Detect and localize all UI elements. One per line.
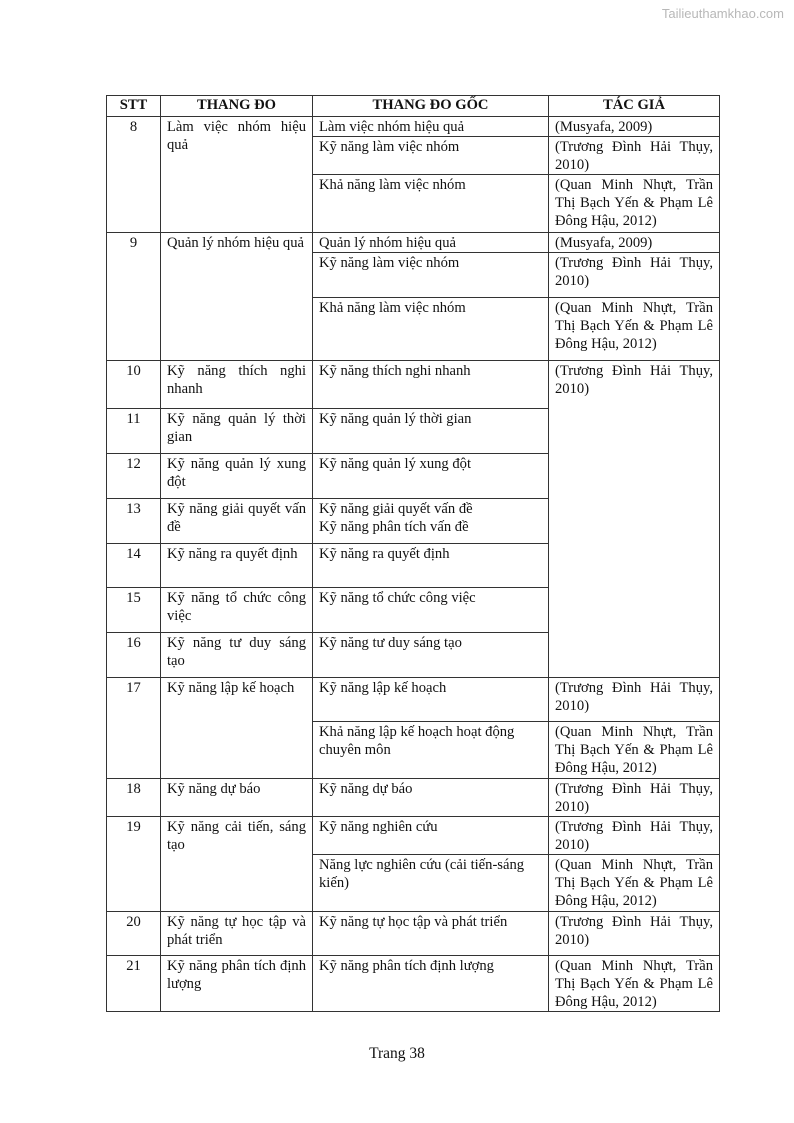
thang-do-goc-cell: Năng lực nghiên cứu (cải tiến-sáng kiến): [313, 855, 549, 912]
stt-cell: 10: [107, 361, 161, 409]
tac-gia-cell: (Trương Đình Hải Thụy, 2010): [549, 253, 720, 298]
stt-cell: 9: [107, 233, 161, 361]
tac-gia-cell: (Quan Minh Nhựt, Trần Thị Bạch Yến & Phạm Lê Đông Hậu, 2012): [549, 855, 720, 912]
tac-gia-cell: (Musyafa, 2009): [549, 233, 720, 253]
thang-do-cell: Kỹ năng tư duy sáng tạo: [161, 633, 313, 678]
thang-do-cell: Làm việc nhóm hiệu quả: [161, 117, 313, 233]
table-row: [107, 779, 720, 817]
stt-cell: 8: [107, 117, 161, 233]
tac-gia-cell: (Trương Đình Hải Thụy, 2010): [549, 817, 720, 855]
stt-cell: 18: [107, 779, 161, 817]
thang-do-cell: Kỹ năng tổ chức công việc: [161, 588, 313, 633]
stt-cell: 17: [107, 678, 161, 779]
thang-do-goc-cell: Kỹ năng giải quyết vấn đề Kỹ năng phân tích vấn đề: [313, 499, 549, 544]
thang-do-goc-cell: Khả năng lập kế hoạch hoạt động chuyên môn: [313, 722, 549, 779]
thang-do-goc-cell: Kỹ năng quản lý thời gian: [313, 409, 549, 454]
header-stt: STT: [107, 96, 161, 117]
tac-gia-cell: (Trương Đình Hải Thụy, 2010): [549, 912, 720, 956]
stt-cell: 20: [107, 912, 161, 956]
thang-do-cell: Kỹ năng giải quyết vấn đề: [161, 499, 313, 544]
thang-do-cell: Kỹ năng quản lý thời gian: [161, 409, 313, 454]
header-tac-gia: TÁC GIẢ: [549, 96, 720, 117]
thang-do-goc-cell: Kỹ năng nghiên cứu: [313, 817, 549, 855]
stt-cell: 15: [107, 588, 161, 633]
table-row: [107, 678, 720, 722]
table-row: [107, 912, 720, 956]
thang-do-goc-cell: Kỹ năng tự học tập và phát triển: [313, 912, 549, 956]
watermark: Tailieuthamkhao.com: [661, 6, 784, 21]
table-row: [107, 956, 720, 1012]
thang-do-goc-cell: Kỹ năng quản lý xung đột: [313, 454, 549, 499]
page-number: Trang 38: [369, 1045, 425, 1062]
thang-do-goc-cell: Quản lý nhóm hiệu quả: [313, 233, 549, 253]
stt-cell: 14: [107, 544, 161, 588]
table-header-row: [107, 96, 720, 117]
thang-do-cell: Kỹ năng tự học tập và phát triển: [161, 912, 313, 956]
thang-do-goc-cell: Kỹ năng tổ chức công việc: [313, 588, 549, 633]
scale-table: [106, 95, 720, 1012]
thang-do-goc-cell: Kỹ năng lập kế hoạch: [313, 678, 549, 722]
header-thang-do: THANG ĐO: [161, 96, 313, 117]
thang-do-cell: Kỹ năng ra quyết định: [161, 544, 313, 588]
thang-do-goc-cell: Kỹ năng ra quyết định: [313, 544, 549, 588]
tac-gia-cell: (Quan Minh Nhựt, Trần Thị Bạch Yến & Phạm Lê Đông Hậu, 2012): [549, 298, 720, 361]
thang-do-goc-cell: Kỹ năng tư duy sáng tạo: [313, 633, 549, 678]
thang-do-goc-cell: Kỹ năng làm việc nhóm: [313, 253, 549, 298]
table-row: [107, 233, 720, 253]
table-row: [107, 117, 720, 137]
tac-gia-cell: (Musyafa, 2009): [549, 117, 720, 137]
header-thang-do-goc: THANG ĐO GỐC: [313, 96, 549, 117]
stt-cell: 21: [107, 956, 161, 1012]
stt-cell: 13: [107, 499, 161, 544]
thang-do-cell: Kỹ năng dự báo: [161, 779, 313, 817]
thang-do-goc-cell: Kỹ năng phân tích định lượng: [313, 956, 549, 1012]
tac-gia-cell: (Trương Đình Hải Thụy, 2010): [549, 137, 720, 175]
thang-do-goc-cell: Kỹ năng thích nghi nhanh: [313, 361, 549, 409]
tac-gia-cell: (Quan Minh Nhựt, Trần Thị Bạch Yến & Phạm Lê Đông Hậu, 2012): [549, 175, 720, 233]
thang-do-goc-cell: Khả năng làm việc nhóm: [313, 298, 549, 361]
stt-cell: 12: [107, 454, 161, 499]
tac-gia-cell: (Trương Đình Hải Thụy, 2010): [549, 361, 720, 678]
table-row: [107, 361, 720, 409]
thang-do-cell: Kỹ năng phân tích định lượng: [161, 956, 313, 1012]
tac-gia-cell: (Quan Minh Nhựt, Trần Thị Bạch Yến & Phạm Lê Đông Hậu, 2012): [549, 956, 720, 1012]
thang-do-goc-cell: Làm việc nhóm hiệu quả: [313, 117, 549, 137]
thang-do-cell: Kỹ năng quản lý xung đột: [161, 454, 313, 499]
thang-do-cell: Kỹ năng thích nghi nhanh: [161, 361, 313, 409]
thang-do-cell: Kỹ năng lập kế hoạch: [161, 678, 313, 779]
tac-gia-cell: (Quan Minh Nhựt, Trần Thị Bạch Yến & Phạm Lê Đông Hậu, 2012): [549, 722, 720, 779]
table-row: [107, 817, 720, 855]
stt-cell: 16: [107, 633, 161, 678]
tac-gia-cell: (Trương Đình Hải Thụy, 2010): [549, 678, 720, 722]
thang-do-goc-cell: Kỹ năng làm việc nhóm: [313, 137, 549, 175]
thang-do-goc-cell: Kỹ năng dự báo: [313, 779, 549, 817]
thang-do-goc-cell: Khả năng làm việc nhóm: [313, 175, 549, 233]
stt-cell: 19: [107, 817, 161, 912]
thang-do-cell: Kỹ năng cải tiến, sáng tạo: [161, 817, 313, 912]
tac-gia-cell: (Trương Đình Hải Thụy, 2010): [549, 779, 720, 817]
stt-cell: 11: [107, 409, 161, 454]
thang-do-cell: Quản lý nhóm hiệu quả: [161, 233, 313, 361]
